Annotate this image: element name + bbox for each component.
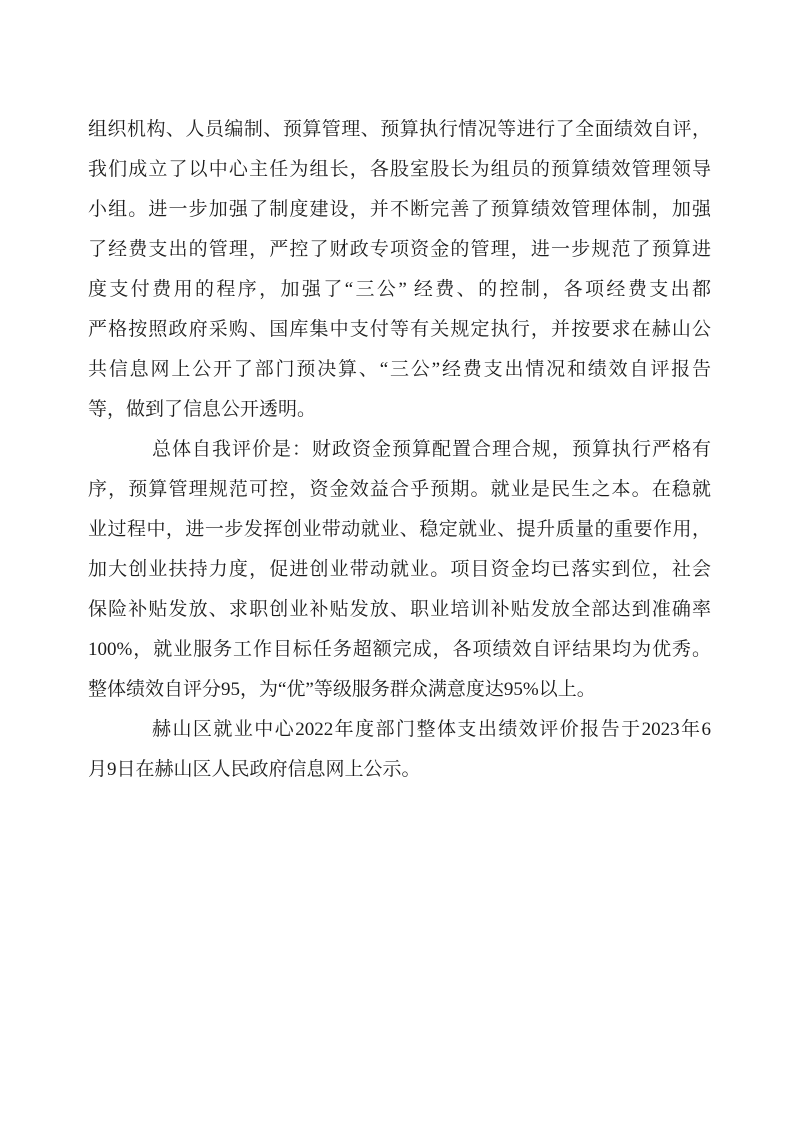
text-line: 整体绩效自评分95，为“优”等级服务群众满意度达95%以上。 <box>88 679 596 700</box>
text-line: 了经费支出的管理，严控了财政专项资金的管理，进一步规范了预算进 <box>88 239 711 260</box>
text-line: 组织机构、人员编制、预算管理、预算执行情况等进行了全面绩效自评， <box>88 119 711 140</box>
text-line: 加大创业扶持力度，促进创业带动就业。项目资金均已落实到位，社会 <box>88 559 711 580</box>
text-line: 度支付费用的程序，加强了“三公” 经费、的控制，各项经费支出都 <box>88 279 711 300</box>
text-line: 我们成立了以中心主任为组长，各股室股长为组员的预算绩效管理领导 <box>88 159 711 180</box>
text-line: 100%，就业服务工作目标任务超额完成，各项绩效自评结果均为优秀。 <box>88 639 711 660</box>
document-body <box>88 110 711 790</box>
text-line: 业过程中，进一步发挥创业带动就业、稳定就业、提升质量的重要作用， <box>88 519 711 540</box>
text-line: 严格按照政府采购、国库集中支付等有关规定执行，并按要求在赫山公 <box>88 319 711 340</box>
text-line: 保险补贴发放、求职创业补贴发放、职业培训补贴发放全部达到准确率 <box>88 599 711 620</box>
text-line: 赫山区就业中心2022年度部门整体支出绩效评价报告于2023年6 <box>152 719 711 740</box>
text-line: 序，预算管理规范可控，资金效益合乎预期。就业是民生之本。在稳就 <box>88 479 711 500</box>
text-line: 月9日在赫山区人民政府信息网上公示。 <box>88 759 421 780</box>
paragraph-publication-notice <box>88 710 711 790</box>
text-line: 共信息网上公开了部门预决算、“三公”经费支出情况和绩效自评报告 <box>88 359 711 380</box>
text-line: 总体自我评价是：财政资金预算配置合理合规，预算执行严格有 <box>152 439 711 460</box>
text-line: 等，做到了信息公开透明。 <box>88 399 317 420</box>
paragraph-self-evaluation <box>88 430 711 710</box>
text-line: 小组。进一步加强了制度建设，并不断完善了预算绩效管理体制，加强 <box>88 199 711 220</box>
paragraph-budget-management <box>88 110 711 430</box>
